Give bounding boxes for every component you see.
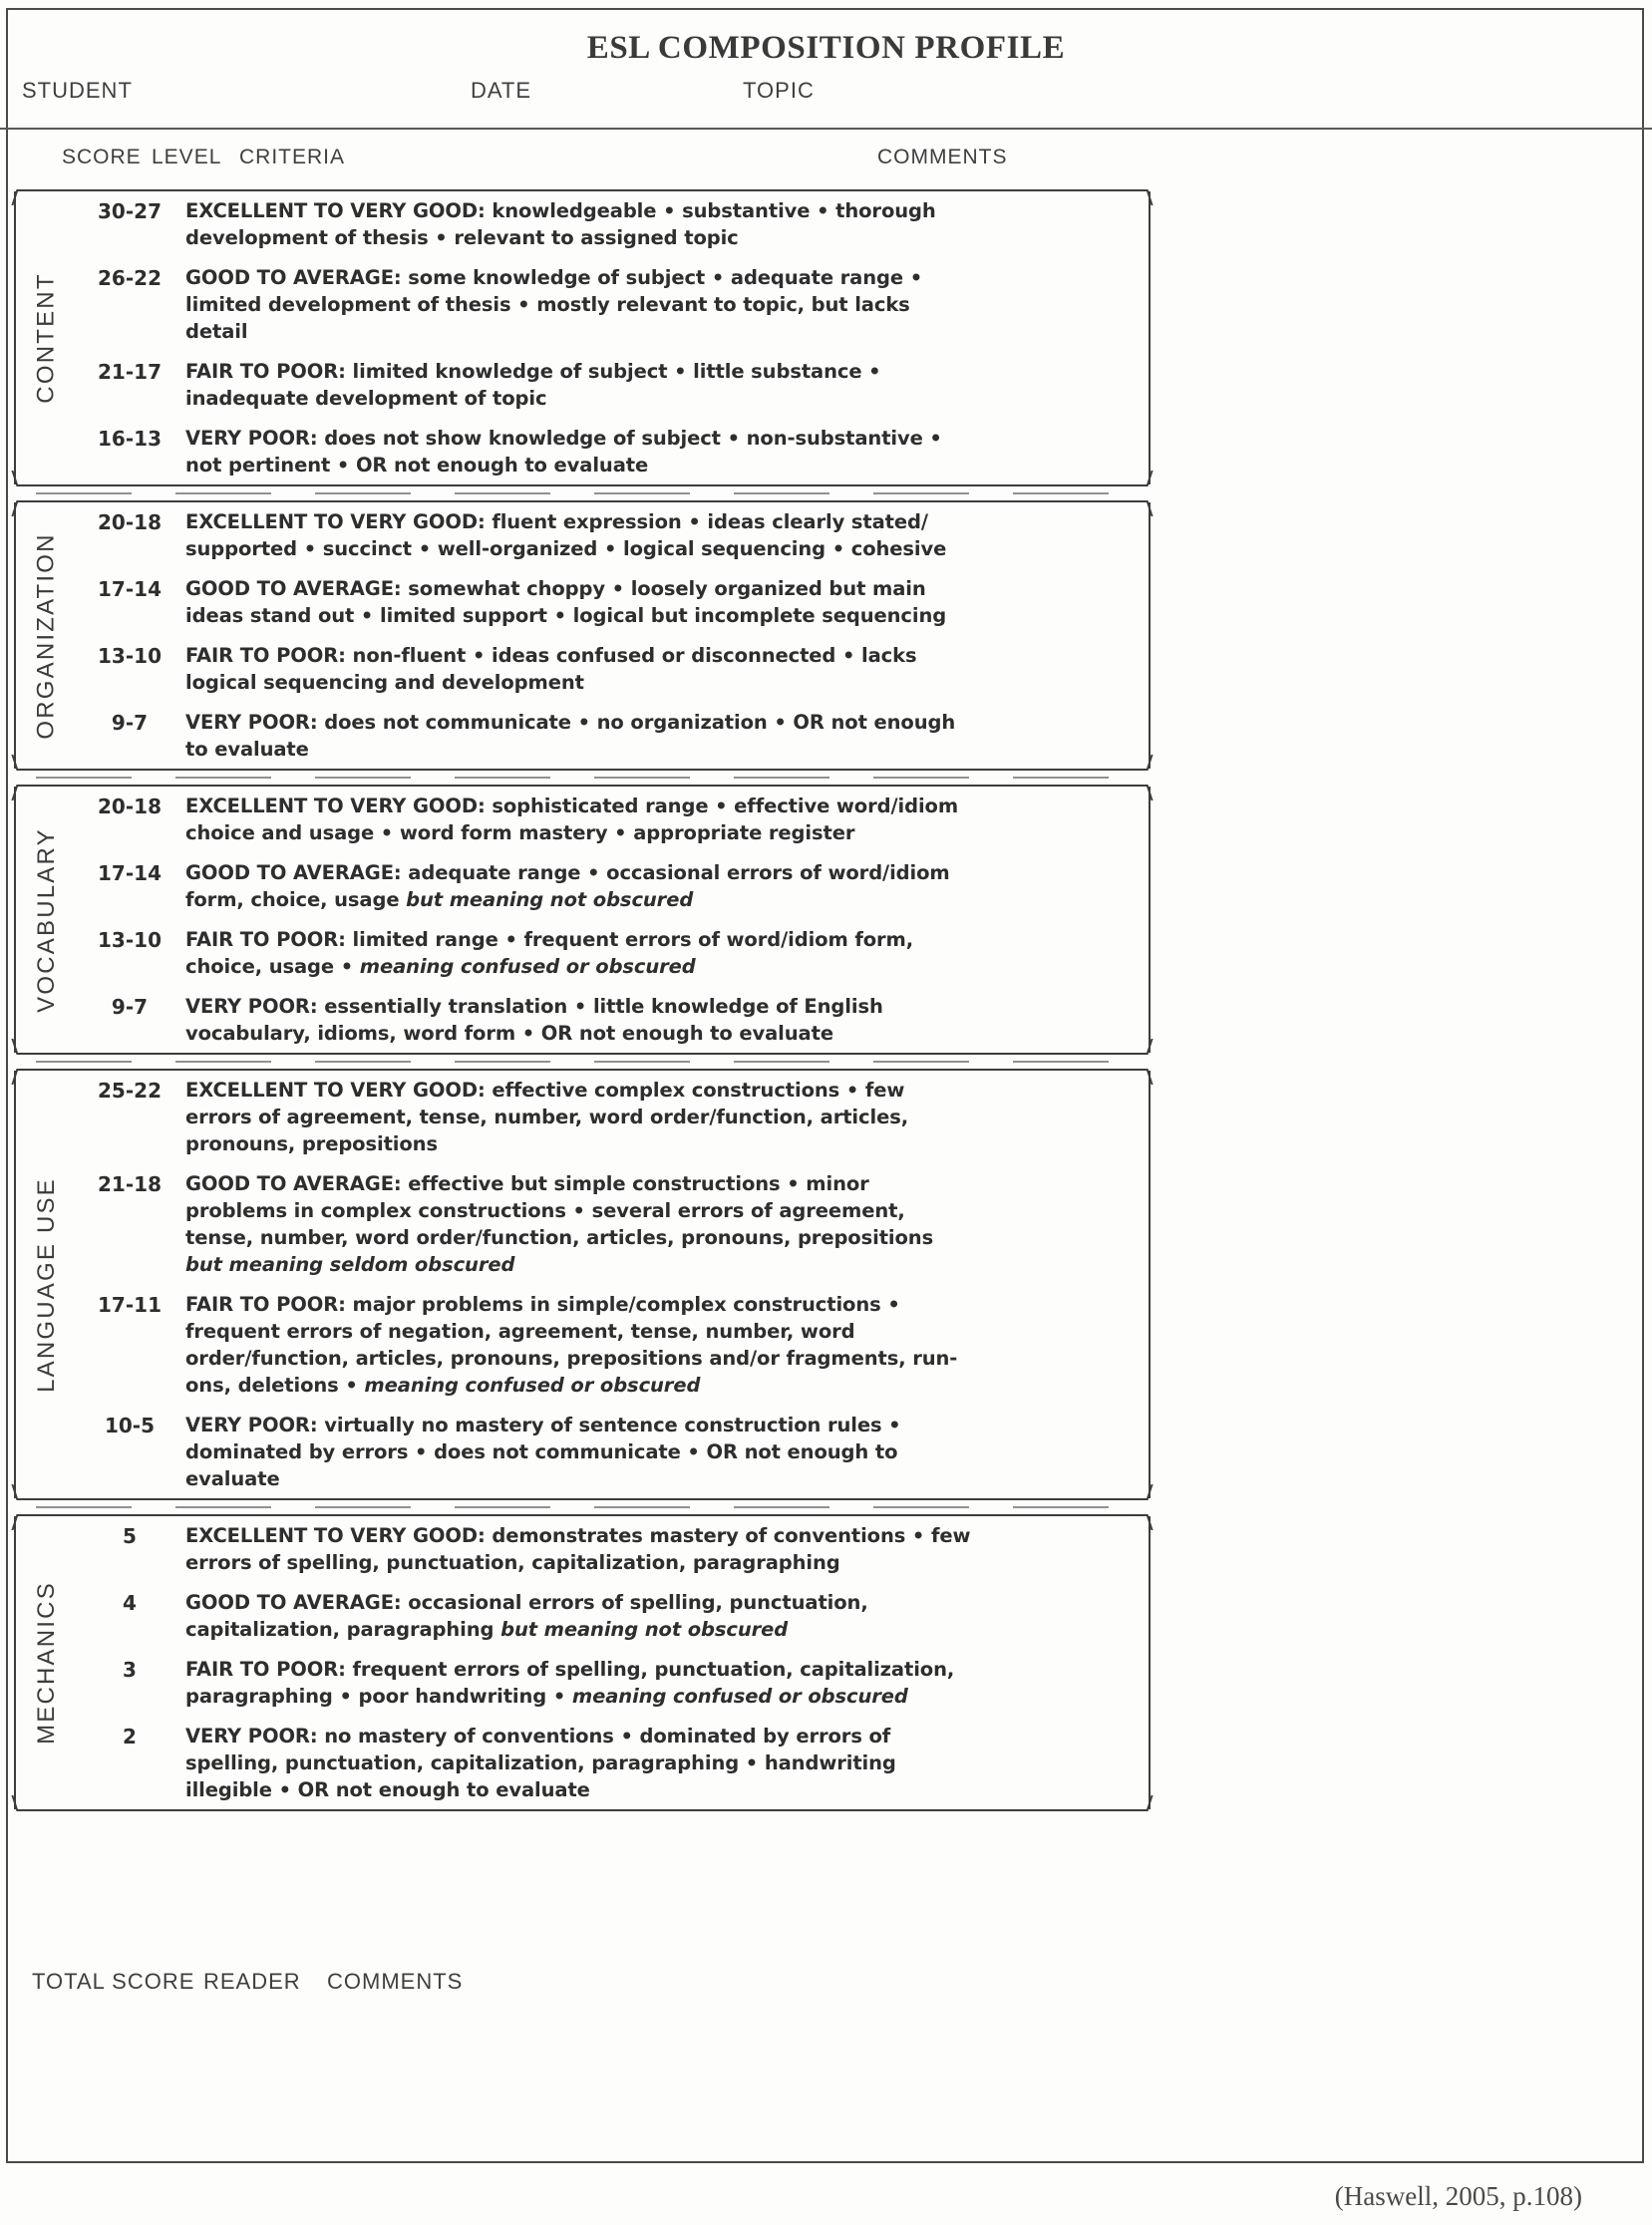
date-field-label: DATE bbox=[471, 78, 532, 103]
criteria-description: FAIR TO POOR: limited range • frequent errors of word/idiom form, choice, usage • meaning confused or obscured bbox=[185, 928, 914, 978]
criteria-description: GOOD TO AVERAGE: adequate range • occasional errors of word/idiom form, choice, usage but meaning not obscured bbox=[185, 861, 950, 911]
section-category-label bbox=[20, 781, 74, 1059]
criteria-row bbox=[74, 1170, 1151, 1278]
criteria-row bbox=[74, 264, 1151, 345]
topic-field-label: TOPIC bbox=[743, 78, 815, 103]
criteria-rows bbox=[74, 1522, 1151, 1803]
criteria-rows bbox=[74, 793, 1151, 1047]
rubric-section bbox=[14, 496, 1151, 775]
level-score-range: 30-27 bbox=[98, 199, 162, 223]
header-divider bbox=[0, 128, 1652, 130]
criteria-description: FAIR TO POOR: limited knowledge of subject • little substance • inadequate development of topic bbox=[185, 360, 881, 410]
criteria-description: FAIR TO POOR: non-fluent • ideas confused or disconnected • lacks logical sequencing and development bbox=[185, 644, 917, 694]
criteria-description: FAIR TO POOR: major problems in simple/complex constructions • frequent errors of negation, agreement, tense, number, word order/function, articles, pronouns, prepositions and/or fragments, run-ons, deletions • meaning confused or obscured bbox=[185, 1293, 958, 1397]
section-category-text: MECHANICS bbox=[33, 1581, 60, 1745]
page-title: ESL COMPOSITION PROFILE bbox=[586, 30, 1066, 66]
criteria-row bbox=[74, 926, 1151, 980]
rubric-section bbox=[14, 1510, 1151, 1815]
column-header-criteria: CRITERIA bbox=[239, 146, 346, 168]
level-score-range: 13-10 bbox=[98, 644, 162, 668]
section-category-label bbox=[20, 496, 74, 775]
criteria-rows bbox=[74, 197, 1151, 478]
section-body bbox=[14, 185, 1151, 490]
section-category-label bbox=[20, 1065, 74, 1504]
criteria-description: GOOD TO AVERAGE: effective but simple constructions • minor problems in complex constructions • several errors of agreement, tense, number, word order/function, articles, pronouns, prepositions but meaning seldom obscured bbox=[185, 1172, 934, 1276]
criteria-description: VERY POOR: does not communicate • no organization • OR not enough to evaluate bbox=[185, 711, 956, 761]
column-header-level: LEVEL bbox=[152, 146, 222, 168]
criteria-description: EXCELLENT TO VERY GOOD: sophisticated range • effective word/idiom choice and usage • word form mastery • appropriate register bbox=[185, 795, 959, 844]
criteria-description: VERY POOR: does not show knowledge of subject • non-substantive • not pertinent • OR not enough to evaluate bbox=[185, 427, 942, 477]
section-body bbox=[14, 781, 1151, 1059]
criteria-row bbox=[74, 425, 1151, 478]
section-category-label bbox=[20, 185, 74, 490]
level-score-range: 26-22 bbox=[98, 266, 162, 290]
level-score-range: 9-7 bbox=[111, 711, 149, 735]
criteria-rows bbox=[74, 1077, 1151, 1492]
section-body bbox=[14, 1510, 1151, 1815]
criteria-description: EXCELLENT TO VERY GOOD: demonstrates mastery of conventions • few errors of spelling, punctuation, capitalization, paragraphing bbox=[185, 1524, 971, 1574]
criteria-row bbox=[74, 575, 1151, 629]
level-score-range: 17-14 bbox=[98, 861, 162, 885]
level-score-range: 4 bbox=[123, 1591, 137, 1615]
criteria-row bbox=[74, 358, 1151, 412]
level-score-range: 9-7 bbox=[111, 995, 149, 1019]
criteria-description: GOOD TO AVERAGE: some knowledge of subject • adequate range • limited development of thesis • mostly relevant to topic, but lacks detail bbox=[185, 266, 923, 343]
section-body bbox=[14, 1065, 1151, 1504]
criteria-row bbox=[74, 642, 1151, 696]
criteria-description: GOOD TO AVERAGE: somewhat choppy • loosely organized but main ideas stand out • limited support • logical but incomplete sequencing bbox=[185, 577, 947, 627]
level-score-range: 25-22 bbox=[98, 1079, 162, 1103]
rubric-section bbox=[14, 185, 1151, 490]
criteria-description: EXCELLENT TO VERY GOOD: effective complex constructions • few errors of agreement, tense, number, word order/function, articles, pronouns, prepositions bbox=[185, 1079, 909, 1155]
section-body bbox=[14, 496, 1151, 775]
criteria-row bbox=[74, 859, 1151, 913]
source-citation: (Haswell, 2005, p.108) bbox=[1334, 2181, 1582, 2211]
criteria-description: EXCELLENT TO VERY GOOD: fluent expression • ideas clearly stated/ supported • succinct • well-organized • logical sequencing • cohesive bbox=[185, 510, 947, 560]
level-score-range: 20-18 bbox=[98, 795, 162, 818]
column-header-score: SCORE bbox=[62, 146, 142, 168]
criteria-rows bbox=[74, 508, 1151, 763]
rubric-section bbox=[14, 1065, 1151, 1504]
criteria-row bbox=[74, 508, 1151, 562]
level-score-range: 17-11 bbox=[98, 1293, 162, 1317]
criteria-row bbox=[74, 793, 1151, 846]
level-score-range: 10-5 bbox=[104, 1414, 156, 1437]
level-score-range: 20-18 bbox=[98, 510, 162, 534]
criteria-row bbox=[74, 1077, 1151, 1157]
criteria-description: VERY POOR: virtually no mastery of sentence construction rules • dominated by errors • does not communicate • OR not enough to evaluate bbox=[185, 1414, 901, 1490]
criteria-row bbox=[74, 1412, 1151, 1492]
section-category-text: LANGUAGE USE bbox=[33, 1176, 61, 1393]
footer-comments-label: COMMENTS bbox=[327, 1969, 464, 1994]
section-category-text: CONTENT bbox=[33, 272, 60, 404]
criteria-row bbox=[74, 1589, 1151, 1643]
criteria-row bbox=[74, 1723, 1151, 1803]
header-fields bbox=[0, 78, 1652, 110]
criteria-description: FAIR TO POOR: frequent errors of spelling, punctuation, capitalization, paragraphing • poor handwriting • meaning confused or obscured bbox=[185, 1658, 955, 1708]
rubric-table bbox=[14, 185, 1151, 1815]
criteria-row bbox=[74, 993, 1151, 1047]
level-score-range: 21-17 bbox=[98, 360, 162, 384]
criteria-description: EXCELLENT TO VERY GOOD: knowledgeable • substantive • thorough development of thesis • relevant to assigned topic bbox=[185, 199, 936, 249]
level-score-range: 5 bbox=[123, 1524, 137, 1548]
column-header-row bbox=[0, 146, 1652, 175]
level-score-range: 2 bbox=[123, 1725, 137, 1748]
criteria-row bbox=[74, 197, 1151, 251]
criteria-description: GOOD TO AVERAGE: occasional errors of spelling, punctuation, capitalization, paragraphing but meaning not obscured bbox=[185, 1591, 868, 1641]
level-score-range: 21-18 bbox=[98, 1172, 162, 1196]
reader-label: READER bbox=[203, 1969, 301, 1994]
section-category-text: ORGANIZATION bbox=[33, 531, 61, 740]
section-separator bbox=[36, 1061, 1129, 1063]
section-category-text: VOCABULARY bbox=[33, 826, 60, 1013]
student-field-label: STUDENT bbox=[22, 78, 133, 103]
level-score-range: 13-10 bbox=[98, 928, 162, 952]
rubric-section bbox=[14, 781, 1151, 1059]
criteria-description: VERY POOR: no mastery of conventions • dominated by errors of spelling, punctuation, capitalization, paragraphing • handwriting illegible • OR not enough to evaluate bbox=[185, 1725, 896, 1801]
criteria-row bbox=[74, 1656, 1151, 1710]
level-score-range: 3 bbox=[123, 1658, 137, 1682]
level-score-range: 17-14 bbox=[98, 577, 162, 601]
criteria-description: VERY POOR: essentially translation • little knowledge of English vocabulary, idioms, word form • OR not enough to evaluate bbox=[185, 995, 883, 1045]
section-separator bbox=[36, 492, 1129, 494]
section-category-label bbox=[20, 1510, 74, 1815]
section-separator bbox=[36, 777, 1129, 779]
footer-fields bbox=[0, 1969, 1652, 2005]
criteria-row bbox=[74, 1522, 1151, 1576]
criteria-row bbox=[74, 1291, 1151, 1399]
criteria-row bbox=[74, 709, 1151, 763]
level-score-range: 16-13 bbox=[98, 427, 162, 451]
section-separator bbox=[36, 1506, 1129, 1508]
total-score-label: TOTAL SCORE bbox=[32, 1969, 195, 1994]
column-header-comments: COMMENTS bbox=[877, 146, 1008, 168]
